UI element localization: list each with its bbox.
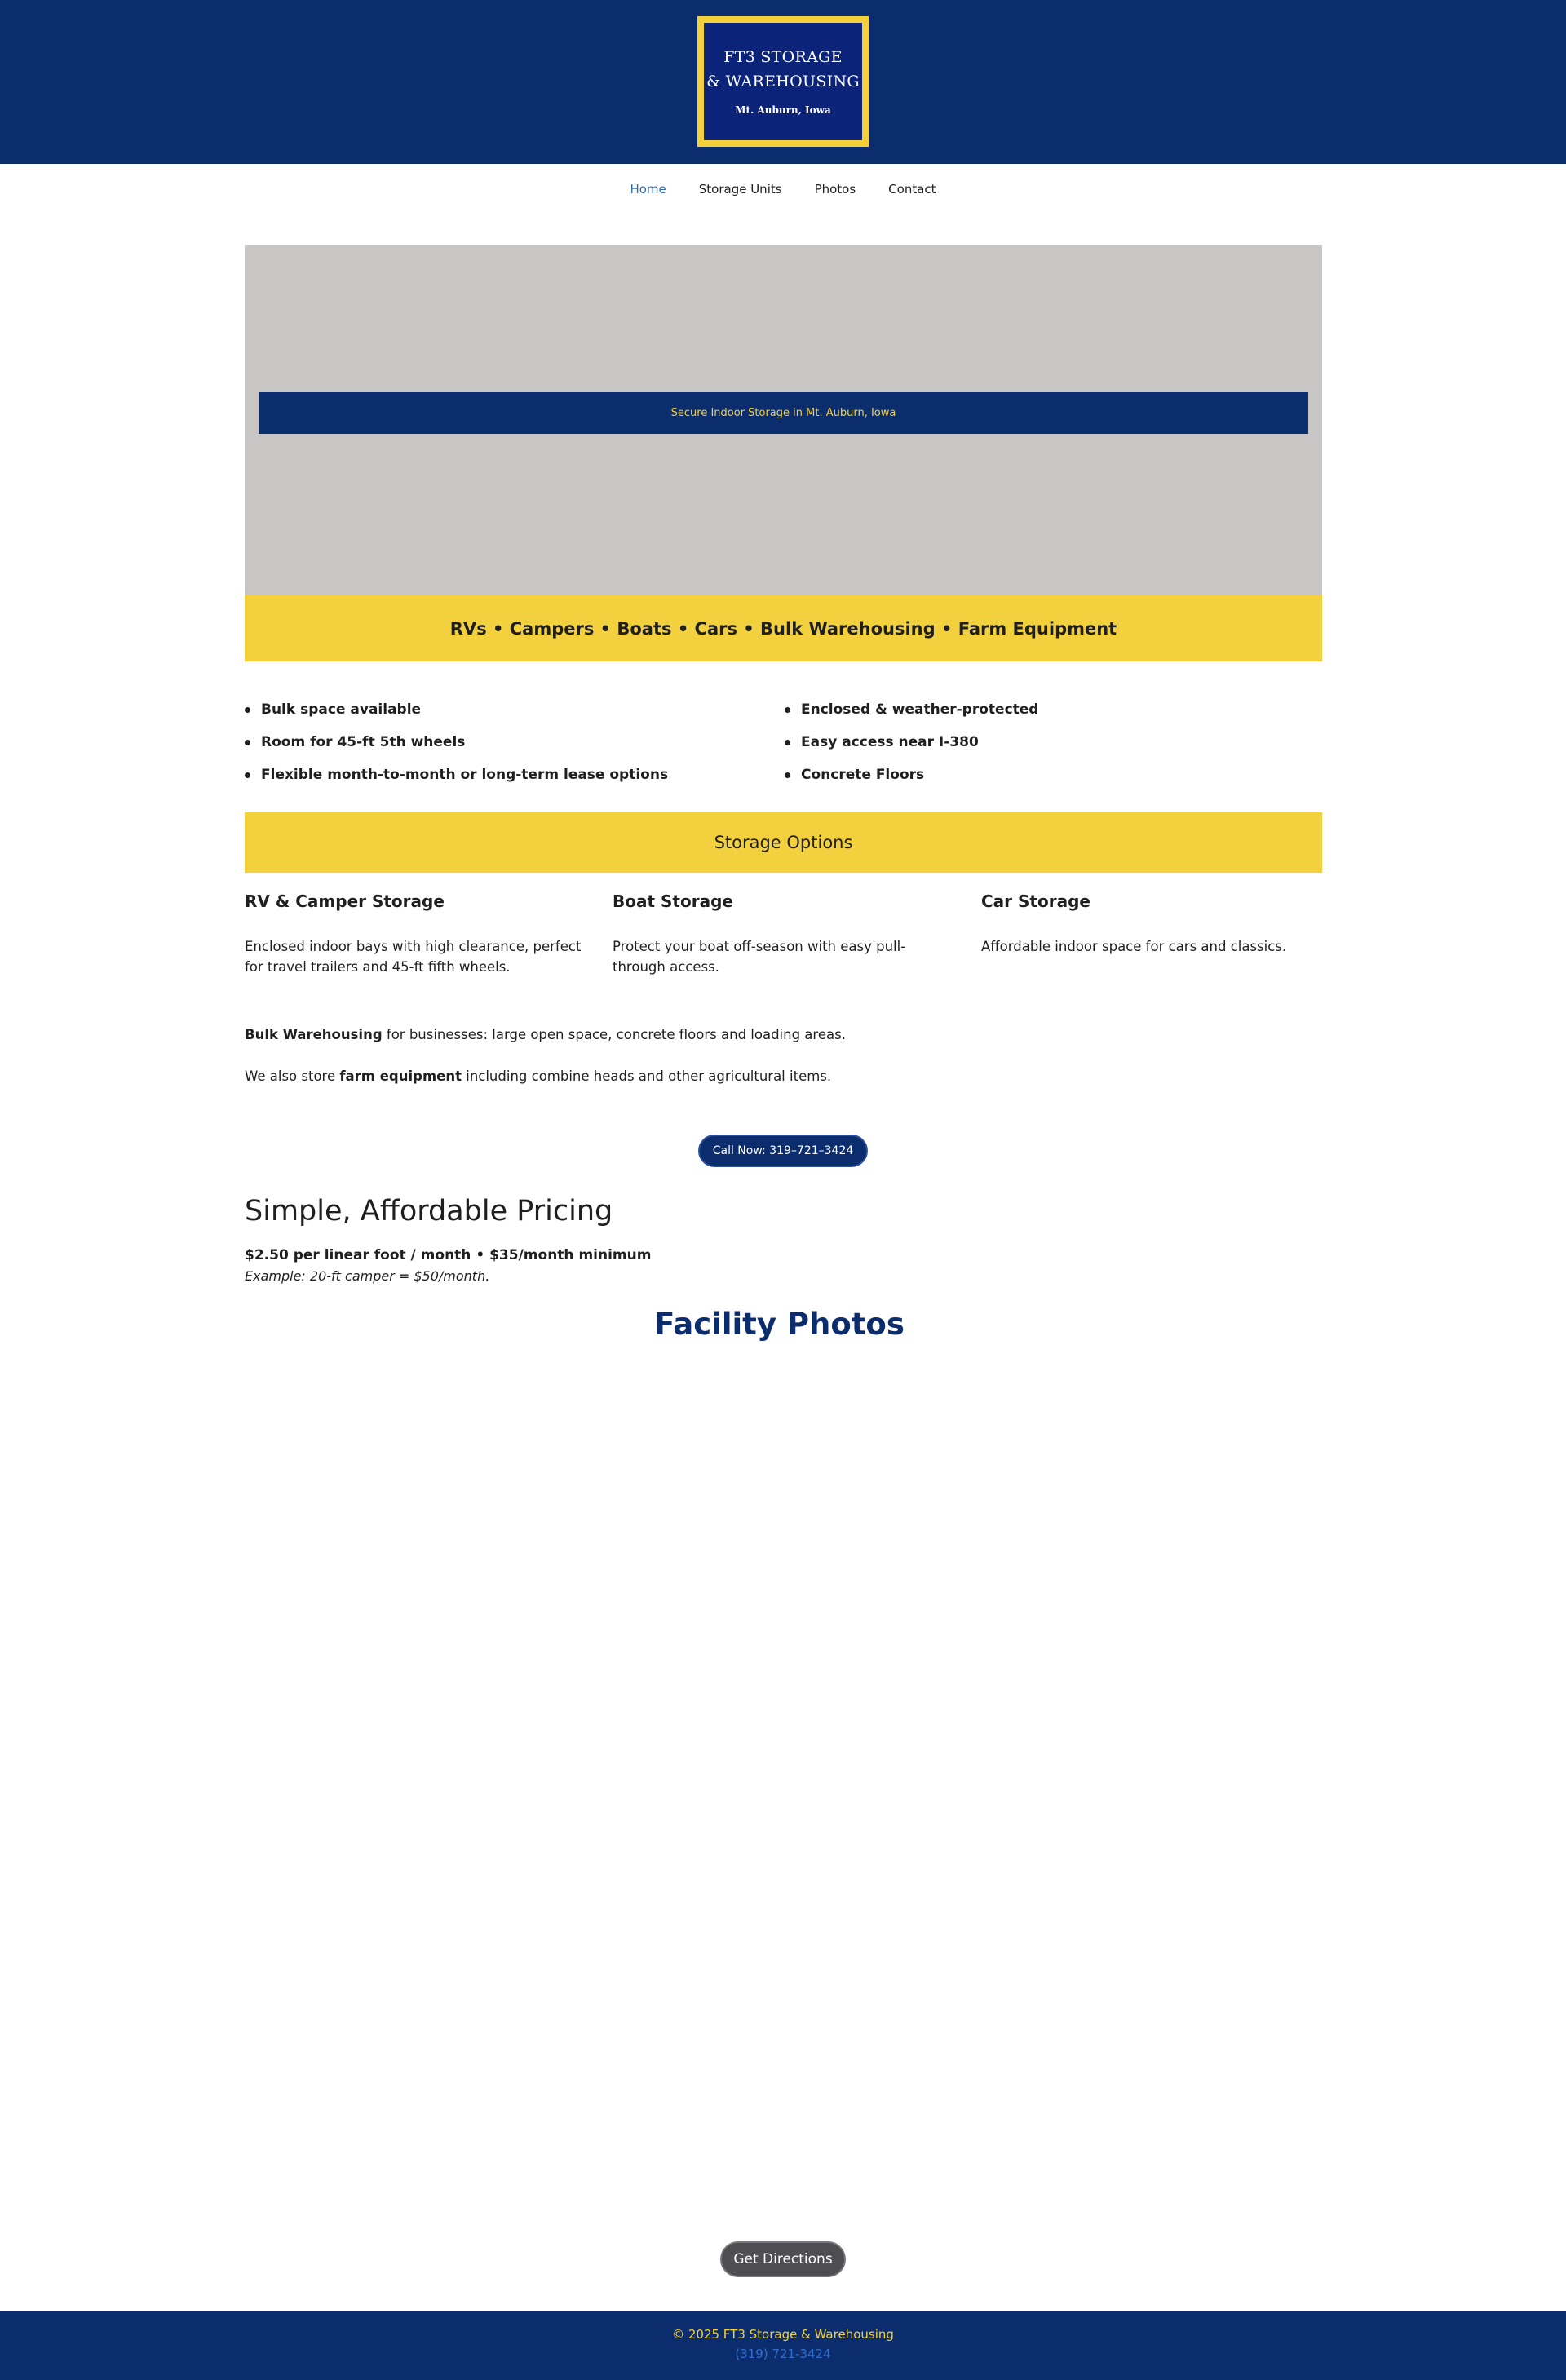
hero-image	[245, 245, 1322, 595]
site-header	[0, 0, 1566, 164]
facility-photos-title: Facility Photos	[654, 1307, 905, 1342]
hero-banner: Secure Indoor Storage in Mt. Auburn, Iowa	[259, 392, 1308, 434]
get-directions-button[interactable]: Get Directions	[720, 2241, 846, 2277]
footer-copyright: © 2025 FT3 Storage & Warehousing	[672, 2327, 894, 2342]
logo-inner	[704, 23, 862, 140]
farm-equipment-text	[245, 1067, 831, 1086]
farm-pre: We also store	[245, 1068, 340, 1084]
logo-title-line2: & WAREHOUSING	[706, 73, 860, 91]
footer-phone-link[interactable]: (319) 721-3424	[735, 2347, 831, 2361]
storage-options-heading: Storage Options	[245, 812, 1322, 873]
site-logo[interactable]	[697, 16, 869, 147]
pricing-rate: $2.50 per linear foot / month • $35/month minimum	[245, 1247, 652, 1263]
service-title: RV & Camper Storage	[245, 891, 445, 911]
service-desc: Enclosed indoor bays with high clearance, perfect for travel trailers and 45-ft fifth wheels.	[245, 939, 582, 975]
feature-item: Room for 45-ft 5th wheels	[245, 726, 668, 759]
nav-item-home[interactable]: Home	[630, 182, 666, 197]
service-rv-camper	[245, 889, 587, 977]
feature-item: Enclosed & weather-protected	[785, 693, 1038, 726]
feature-item: Bulk space available	[245, 693, 668, 726]
logo-location: Mt. Auburn, Iowa	[735, 104, 831, 116]
bulk-warehousing-text	[245, 1025, 846, 1045]
site-footer	[0, 2311, 1566, 2380]
nav-item-photos[interactable]: Photos	[814, 182, 856, 197]
services-tagline: RVs • Campers • Boats • Cars • Bulk Warehousing • Farm Equipment	[245, 595, 1322, 661]
features-right	[785, 693, 1038, 791]
pricing-title: Simple, Affordable Pricing	[245, 1195, 613, 1228]
nav-item-contact[interactable]: Contact	[888, 182, 936, 197]
feature-item: Concrete Floors	[785, 759, 1038, 791]
features-list	[245, 693, 1322, 783]
logo-title-line1: FT3 STORAGE	[723, 48, 843, 66]
service-desc: Affordable indoor space for cars and classics.	[981, 939, 1287, 954]
pricing-example: Example: 20-ft camper = $50/month.	[245, 1268, 490, 1284]
main-nav	[0, 164, 1566, 215]
call-now-button[interactable]: Call Now: 319–721–3424	[698, 1135, 868, 1167]
farm-post: including combine heads and other agricultural items.	[461, 1068, 832, 1084]
feature-item: Flexible month-to-month or long-term lease options	[245, 759, 668, 791]
service-boat	[613, 889, 955, 977]
bulk-bold: Bulk Warehousing	[245, 1027, 383, 1042]
service-title: Car Storage	[981, 891, 1090, 911]
feature-item: Easy access near I-380	[785, 726, 1038, 759]
service-car	[981, 889, 1324, 957]
service-title: Boat Storage	[613, 891, 733, 911]
farm-bold: farm equipment	[339, 1068, 462, 1084]
bulk-rest: for businesses: large open space, concrete floors and loading areas.	[382, 1027, 846, 1042]
service-desc: Protect your boat off-season with easy pull-through access.	[613, 939, 906, 975]
nav-item-storage-units[interactable]: Storage Units	[698, 182, 782, 197]
features-left	[245, 693, 668, 791]
